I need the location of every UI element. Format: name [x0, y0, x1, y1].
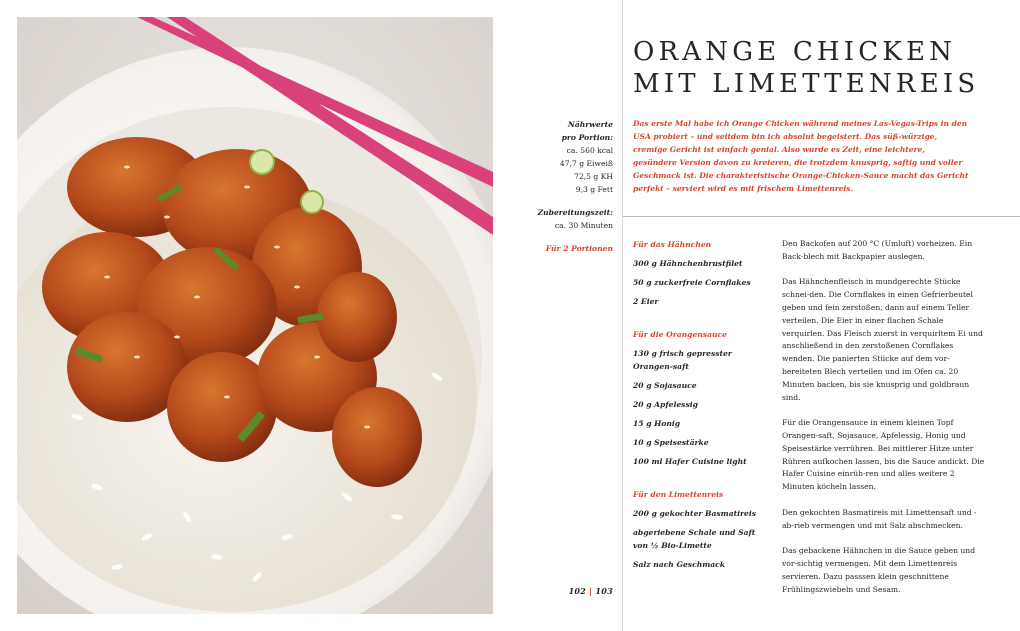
ingredient-item: 10 g Speisestärke	[633, 438, 709, 447]
ingredient-item: 15 g Honig	[633, 419, 681, 428]
nutrition-fat: 9,3 g Fett	[575, 185, 613, 194]
ingredient-item: abgeriebene Schale und Saft von ½ Bio-Limette	[633, 528, 756, 550]
nutrition-protein: 47,7 g Eiweiß	[559, 159, 613, 168]
page-number-right: 103	[595, 586, 613, 596]
ingredient-item: 130 g frisch gepresster Orangen-saft	[633, 349, 732, 371]
step-2: Das Hähnchenfleisch in mundgerechte Stücke schnei-den. Die Cornflakes in einen Gefrierbeutel geben und fein zerstoßen, dann auf einem Teller verteilen. Die Eier in einer flachen Schale verquirlen. Das Fleisch zuerst in verquirltem Ei und anschließend in den zerstoßenen Cornflakes wenden. Die panierten Stücke auf dem vor-bereiteten Blech verteilen und im Ofen ca. 20 Minuten backen, bis sie knusprig und goldbraun sind.	[782, 277, 983, 402]
ingredient-item: 2 Eier	[633, 297, 659, 306]
page-numbers	[540, 586, 613, 596]
ingredient-item: 20 g Sojasauce	[633, 381, 697, 390]
ingredient-item: 200 g gekochter Basmatireis	[633, 509, 756, 518]
nutrition-carbs: 72,5 g KH	[574, 172, 613, 181]
recipe-title-line-2: MIT LIMETTENREIS	[633, 69, 980, 99]
recipe-info-sidebar	[500, 118, 613, 255]
nutrition-label-per-portion: pro Portion:	[561, 133, 613, 142]
ingredient-group-title: Für das Hähnchen	[633, 240, 712, 249]
dish-photo	[17, 17, 493, 614]
page-gutter	[622, 0, 623, 631]
page-number-separator: |	[589, 586, 593, 596]
step-1: Den Backofen auf 200 °C (Umluft) vorheizen. Ein Back-blech mit Backpapier auslegen.	[782, 239, 973, 261]
nutrition-label: Nährwerte	[567, 120, 613, 129]
prep-time-label: Zubereitungszeit:	[537, 208, 613, 217]
portions-label: Für 2 Portionen	[545, 244, 613, 253]
ingredient-item: 300 g Hähnchenbrustfilet	[633, 259, 743, 268]
recipe-title-line-1: ORANGE CHICKEN	[633, 37, 957, 67]
nutrition-kcal: ca. 560 kcal	[566, 146, 613, 155]
section-divider	[623, 216, 1020, 217]
ingredient-item: Salz nach Geschmack	[633, 560, 726, 569]
ingredient-group-title: Für den Limettenreis	[633, 490, 724, 499]
orange-chicken-illustration	[17, 17, 493, 614]
preparation-steps	[782, 238, 988, 609]
ingredient-item: 100 ml Hafer Cuisine light	[633, 457, 747, 466]
prep-time-value: ca. 30 Minuten	[554, 221, 613, 230]
step-4: Den gekochten Basmatireis mit Limettensaft und -ab-rieb vermengen und mit Salz abschmecken.	[782, 507, 977, 530]
ingredient-item: 50 g zuckerfreie Cornflakes	[633, 278, 751, 287]
recipe-title	[633, 36, 1013, 100]
ingredient-group-lime-rice	[633, 488, 768, 571]
ingredient-group-title: Für die Orangensauce	[633, 330, 727, 339]
page-number-left: 102	[568, 586, 587, 596]
ingredients-list	[633, 238, 768, 591]
step-5: Das gebackene Hähnchen in die Sauce geben und vor-sichtig vermengen. Mit dem Limettenreis servieren. Dazu passsen klein geschnittene Frühlingszwiebeln und Sesam.	[782, 546, 976, 594]
ingredient-group-chicken	[633, 238, 768, 308]
ingredient-item: 20 g Apfelessig	[633, 400, 698, 409]
ingredient-group-orange-sauce	[633, 328, 768, 468]
recipe-intro: Das erste Mal habe ich Orange Chicken während meines Las-Vegas-Trips in den USA probiert – und seitdem bin ich absolut begeistert. Das süß-würzige, cremige Gericht ist einfach genial. Also wurde es Zeit, eine leichtere, gesündere Version davon zu kreieren, die trotzdem knusprig, saftig und voller Geschmack ist. Die charakteristische Orange-Chicken-Sauce macht das Gericht perfekt – serviert wird es mit frischem Limettenreis.	[633, 119, 969, 193]
step-3: Für die Orangensauce in einem kleinen Topf Orangen-saft, Sojasauce, Apfelessig, Honig und Speisestärke verrühren. Bei mittlerer Hitze unter Rühren aufkochen lassen, bis die Sauce andickt. Die Hafer Cuisine einrüh-ren und alles weitere 2 Minuten köcheln lassen.	[782, 418, 985, 492]
